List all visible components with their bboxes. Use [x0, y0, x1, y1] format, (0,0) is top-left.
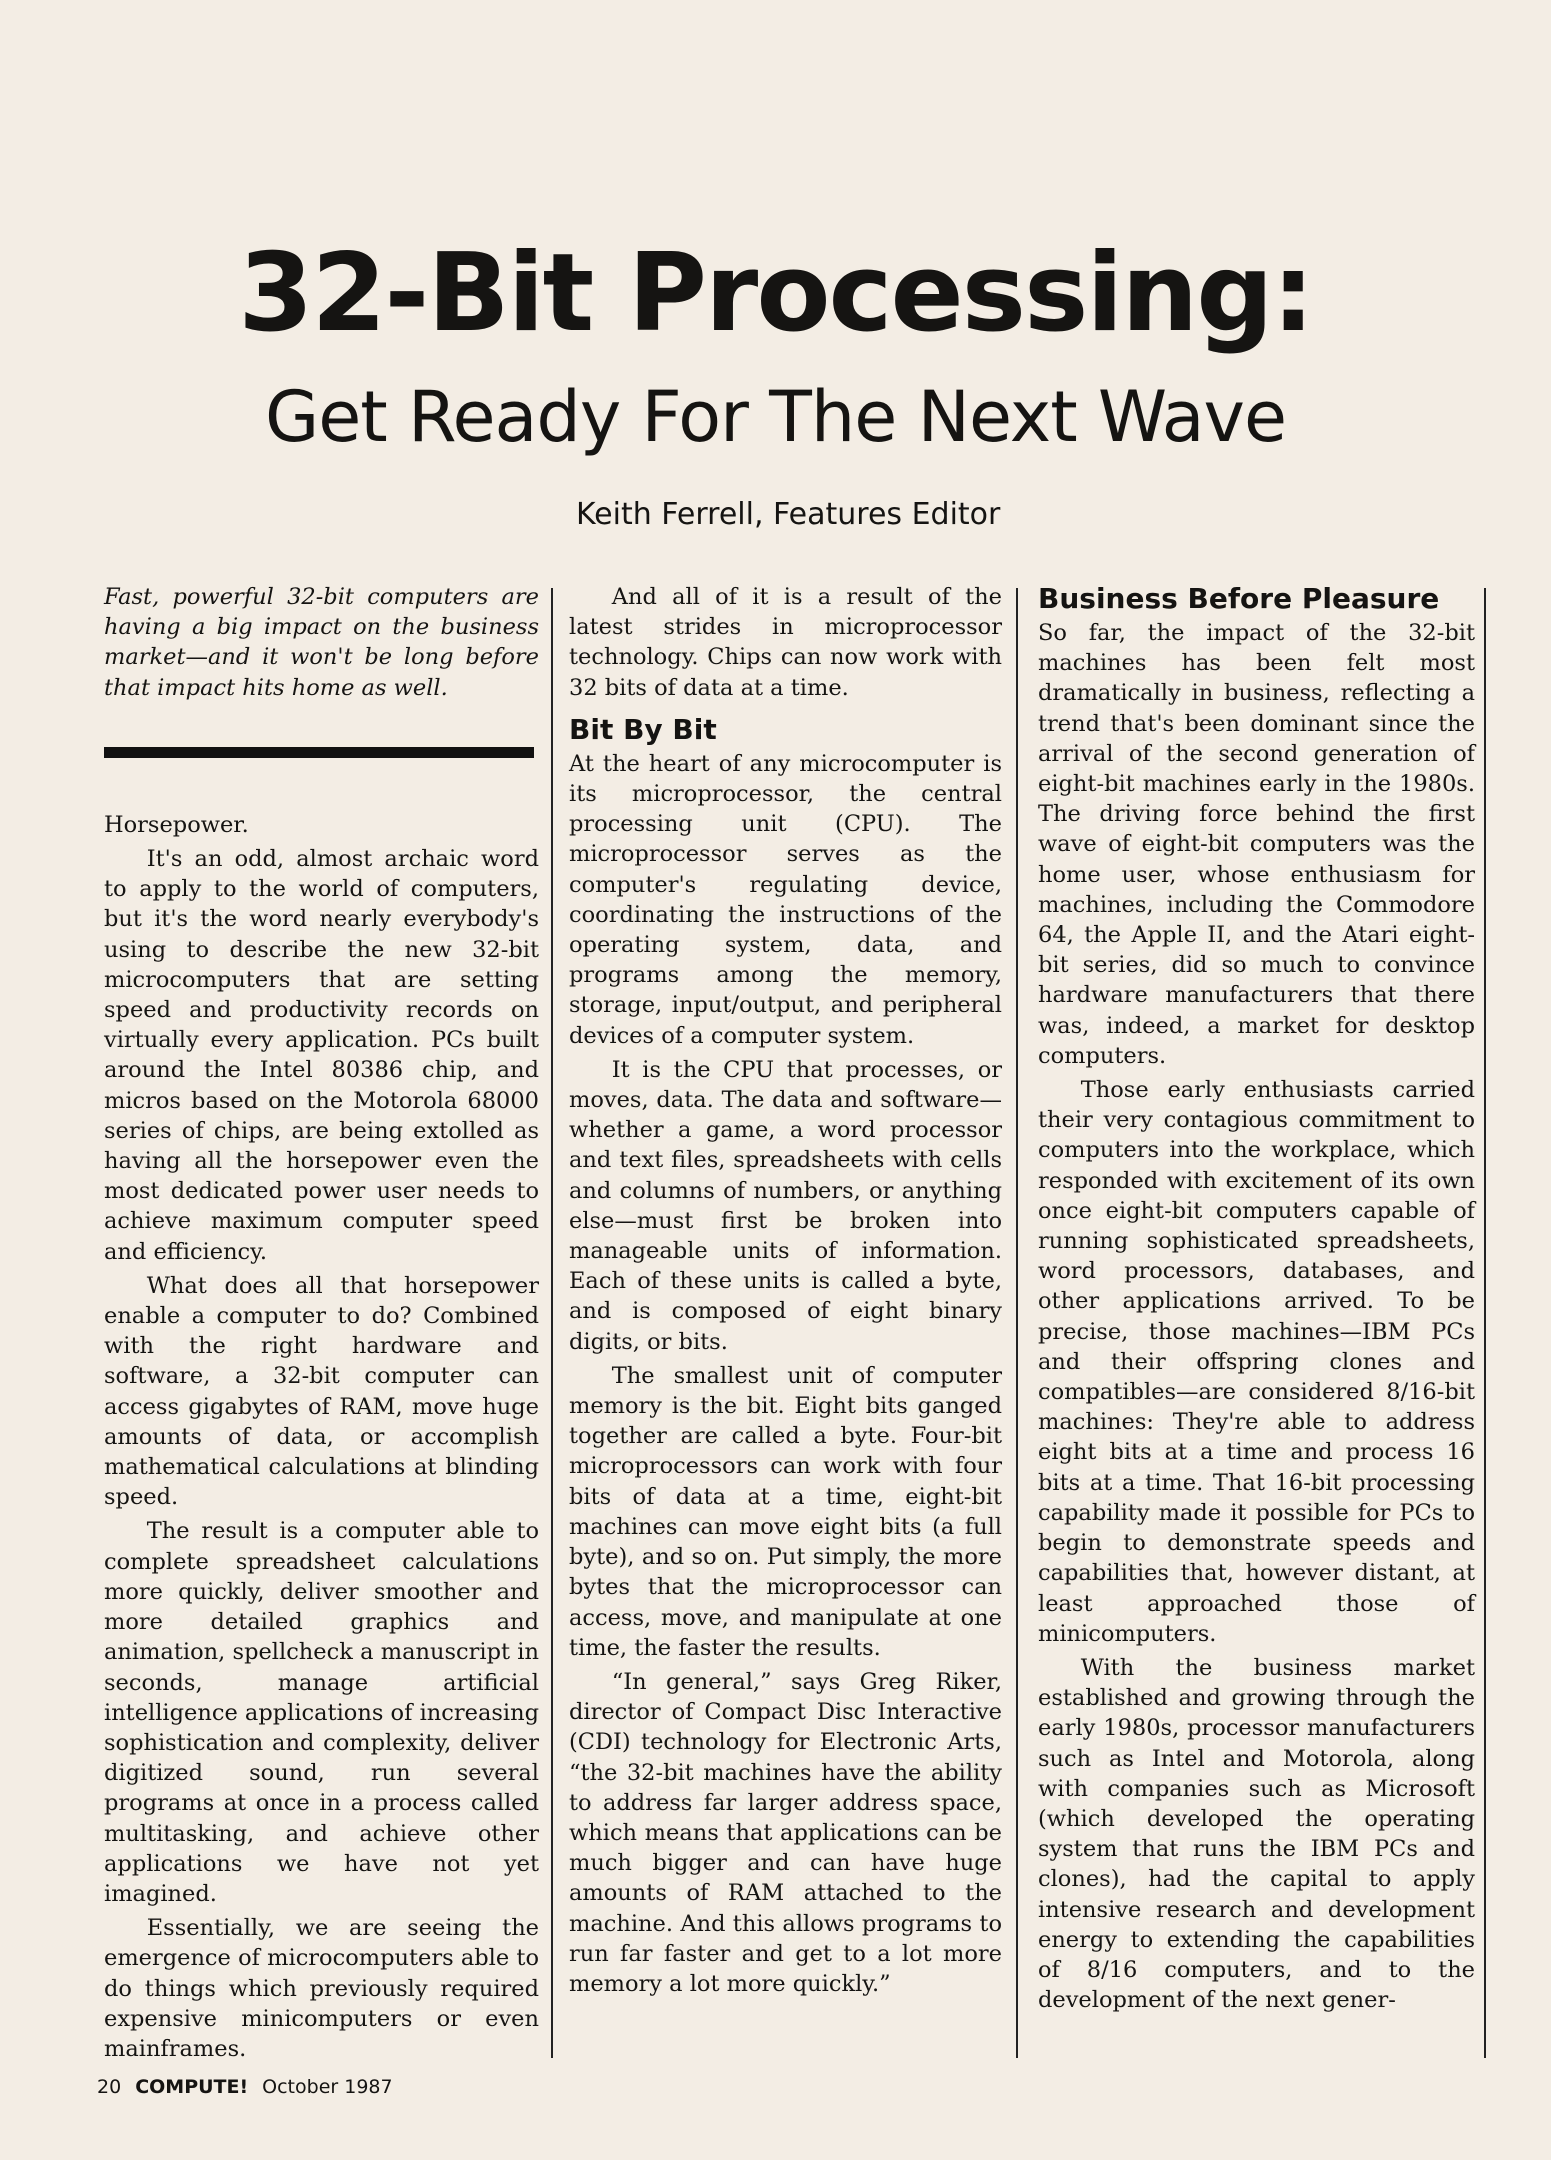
- paragraph: Essentially, we are seeing the emergence of microcomputers able to do things which previously required expensive minicomputers or even mainframes.: [104, 1915, 539, 2062]
- paragraph: What does all that horsepower enable a computer to do? Combined with the right hardware and software, a 32-bit computer can access gigabytes of RAM, move huge amounts of data, or accomplish mathematical calculations at blinding speed.: [104, 1272, 539, 1511]
- paragraph: The result is a computer able to complete spreadsheet calculations more quickly, deliver smoother and more detailed graphics and animation, spellcheck a manuscript in seconds, manage artificial intelligence applications of increasing sophistication and complexity, deliver digitized sound, run several programs at once in a process called multitasking, and achieve other applications we have not yet imagined.: [104, 1518, 539, 1907]
- column-rule: [551, 588, 553, 2058]
- byline: Keith Ferrell, Features Editor: [576, 497, 1001, 532]
- paragraph: It is the CPU that processes, or moves, data. The data and software—whether a game, a word processor and text files, spreadsheets with cells and columns of numbers, or anything else—must first be broken into manageable units of information. Each of these units is called a byte, and is composed of eight binary digits, or bits.: [569, 1056, 1002, 1355]
- paragraph: And all of it is a result of the latest strides in microprocessor technology. Chips can now work with 32 bits of data at a time.: [569, 584, 1002, 701]
- article-title: 32-Bit Processing:: [238, 231, 1313, 356]
- paragraph: Horsepower.: [104, 811, 249, 838]
- article-deck: Fast, powerful 32-bit computers are having a big impact on the business market—and it won't be long before that impact hits home as well.: [104, 584, 539, 701]
- deck-divider: [104, 747, 534, 758]
- section-heading: Bit By Bit: [569, 712, 717, 746]
- column-2: [569, 582, 1002, 1999]
- paragraph: “In general,” says Greg Riker, director of Compact Disc Interactive (CDI) technology for Electronic Arts, “the 32-bit machines have the ability to address far larger address space, which means that applications can be much bigger and can have huge amounts of RAM attached to the machine. And this allows programs to run far faster and get to a lot more memory a lot more quickly.”: [569, 1668, 1002, 1997]
- issue-date: October 1987: [262, 2076, 393, 2098]
- paragraph: So far, the impact of the 32-bit machines has been felt most dramatically in business, reflecting a trend that's been dominant since the arrival of the second generation of eight-bit machines early in the 1980s. The driving force behind the first wave of eight-bit computers was the home user, whose enthusiasm for machines, including the Commodore 64, the Apple II, and the Atari eight-bit series, did so much to convince hardware manufacturers that there was, indeed, a market for desktop computers.: [1038, 620, 1475, 1069]
- paragraph: At the heart of any microcomputer is its microprocessor, the central processing unit (CPU). The microprocessor serves as the computer's regulating device, coordinating the instructions of the operating system, data, and programs among the memory, storage, input/output, and peripheral devices of a computer system.: [569, 750, 1002, 1049]
- column-3: [1038, 582, 1475, 2015]
- magazine-name: COMPUTE!: [135, 2076, 249, 2098]
- paragraph: It's an odd, almost archaic word to apply to the world of computers, but it's the word nearly everybody's using to describe the new 32-bit microcomputers that are setting speed and productivity records on virtually every application. PCs built around the Intel 80386 chip, and micros based on the Motorola 68000 series of chips, are being extolled as having all the horsepower even the most dedicated power user needs to achieve maximum computer speed and efficiency.: [104, 846, 539, 1265]
- section-heading: Business Before Pleasure: [1038, 582, 1440, 615]
- paragraph: The smallest unit of computer memory is the bit. Eight bits ganged together are called a byte. Four-bit microprocessors can work with four bits of data at a time, eight-bit machines can move eight bits (a full byte), and so on. Put simply, the more bytes that the microprocessor can access, move, and manipulate at one time, the faster the results.: [569, 1362, 1002, 1661]
- page-footer: [97, 2076, 393, 2098]
- article-subtitle: Get Ready For The Next Wave: [264, 376, 1287, 458]
- page-number: 20: [97, 2076, 122, 2098]
- column-1: [104, 582, 539, 2064]
- paragraph: With the business market established and growing through the early 1980s, processor manufacturers such as Intel and Motorola, along with companies such as Microsoft (which developed the operating system that runs the IBM PCs and clones), had the capital to apply intensive research and development energy to extending the capabilities of 8/16 computers, and to the development of the next gener-: [1038, 1654, 1475, 2014]
- column-rule: [1484, 588, 1486, 2058]
- column-rule: [1016, 588, 1018, 2058]
- paragraph: Those early enthusiasts carried their very contagious commitment to computers into the workplace, which responded with excitement of its own once eight-bit computers capable of running sophisticated spreadsheets, word processors, databases, and other applications arrived. To be precise, those machines—IBM PCs and their offspring clones and compatibles—are considered 8/16-bit machines: They're able to address eight bits at a time and process 16 bits at a time. That 16-bit processing capability made it possible for PCs to begin to demonstrate speeds and capabilities that, however distant, at least approached those of minicomputers.: [1038, 1077, 1475, 1647]
